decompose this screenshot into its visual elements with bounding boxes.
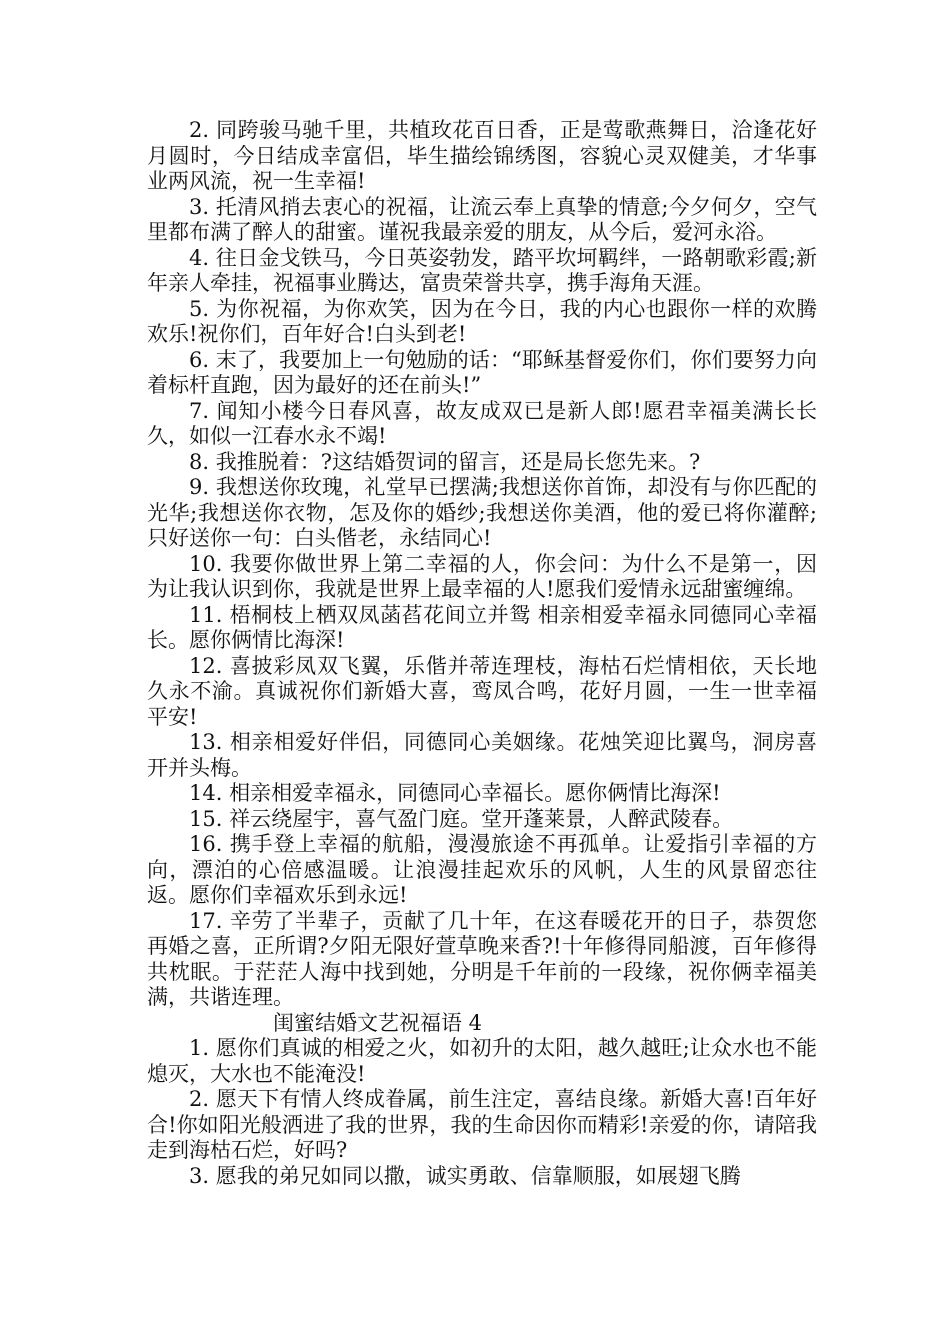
paragraph-9: 9. 我想送你玫瑰，礼堂早已摆满;我想送你首饰，却没有与你匹配的光华;我想送你衣物，怎及你的婚纱;我想送你美酒，他的爱已将你灌醉;只好送你一句：白头偕老，永结同心! bbox=[147, 475, 817, 550]
document-body bbox=[147, 118, 817, 1189]
paragraph-4: 4. 往日金戈铁马，今日英姿勃发，踏平坎坷羁绊，一路朝歌彩霞;新年亲人牵挂，祝福事业腾达，富贵荣誉共享，携手海角天涯。 bbox=[147, 245, 817, 295]
paragraph-7: 7. 闻知小楼今日春风喜，故友成双已是新人郎!愿君幸福美满长长久，如似一江春水永不竭! bbox=[147, 398, 817, 448]
paragraph-16: 16. 携手登上幸福的航船，漫漫旅途不再孤单。让爱指引幸福的方向，漂泊的心倍感温暖。让浪漫挂起欢乐的风帆，人生的风景留恋往返。愿你们幸福欢乐到永远! bbox=[147, 832, 817, 907]
paragraph-8: 8. 我推脱着：?这结婚贺词的留言，还是局长您先来。? bbox=[189, 449, 701, 474]
section-heading: 闺蜜结婚文艺祝福语 4 bbox=[273, 1010, 483, 1035]
paragraph-15: 15. 祥云绕屋宇，喜气盈门庭。堂开蓬莱景，人醉武陵春。 bbox=[189, 806, 734, 831]
paragraph-12: 12. 喜披彩凤双飞翼，乐偕并蒂连理枝，海枯石烂情相依，天长地久永不渝。真诚祝你们新婚大喜，鸾凤合鸣，花好月圆，一生一世幸福平安! bbox=[147, 653, 817, 729]
paragraph-5: 5. 为你祝福，为你欢笑，因为在今日，我的内心也跟你一样的欢腾欢乐!祝你们，百年好合!白头到老! bbox=[147, 296, 817, 346]
paragraph-3: 3. 托清风捎去衷心的祝福，让流云奉上真挚的情意;今夕何夕，空气里都布满了醉人的甜蜜。谨祝我最亲爱的朋友，从今后，爱河永浴。 bbox=[147, 194, 817, 244]
paragraph-13: 13. 相亲相爱好伴侣，同德同心美姻缘。花烛笑迎比翼鸟，洞房喜开并头梅。 bbox=[147, 730, 817, 780]
paragraph-10: 10. 我要你做世界上第二幸福的人，你会问：为什么不是第一，因为让我认识到你，我就是世界上最幸福的人!愿我们爱情永远甜蜜缠绵。 bbox=[147, 551, 817, 601]
paragraph-6: 6. 末了，我要加上一句勉励的话：“耶稣基督爱你们，你们要努力向着标杆直跑，因为最好的还在前头!” bbox=[147, 347, 817, 397]
paragraph-14: 14. 相亲相爱幸福永，同德同心幸福长。愿你俩情比海深! bbox=[189, 781, 721, 805]
section-paragraph-2: 2. 愿天下有情人终成眷属，前生注定，喜结良缘。新婚大喜!百年好合!你如阳光般洒进了我的世界，我的生命因你而精彩!亲爱的你，请陪我走到海枯石烂，好吗? bbox=[147, 1087, 817, 1162]
paragraph-11: 11. 梧桐枝上栖双凤菡萏花间立并鸳 相亲相爱幸福永同德同心幸福长。愿你俩情比海深! bbox=[147, 602, 817, 652]
section-paragraph-3: 3. 愿我的弟兄如同以撒，诚实勇敢、信靠顺服，如展翅飞腾 bbox=[189, 1163, 741, 1188]
paragraph-2: 2. 同跨骏马驰千里，共植玫花百日香，正是莺歌燕舞日，洽逢花好月圆时，今日结成幸富侣，毕生描绘锦绣图，容貌心灵双健美，才华事业两风流，祝一生幸福! bbox=[147, 118, 817, 193]
paragraph-17: 17. 辛劳了半辈子，贡献了几十年，在这春暖花开的日子，恭贺您再婚之喜，正所谓?夕阳无限好萱草晚来香?!十年修得同船渡，百年修得共枕眠。于茫茫人海中找到她，分明是千年前的一段缘，祝你俩幸福美满，共谐连理。 bbox=[147, 908, 817, 1009]
section-paragraph-1: 1. 愿你们真诚的相爱之火，如初升的太阳，越久越旺;让众水也不能熄灭，大水也不能淹没! bbox=[147, 1036, 817, 1086]
